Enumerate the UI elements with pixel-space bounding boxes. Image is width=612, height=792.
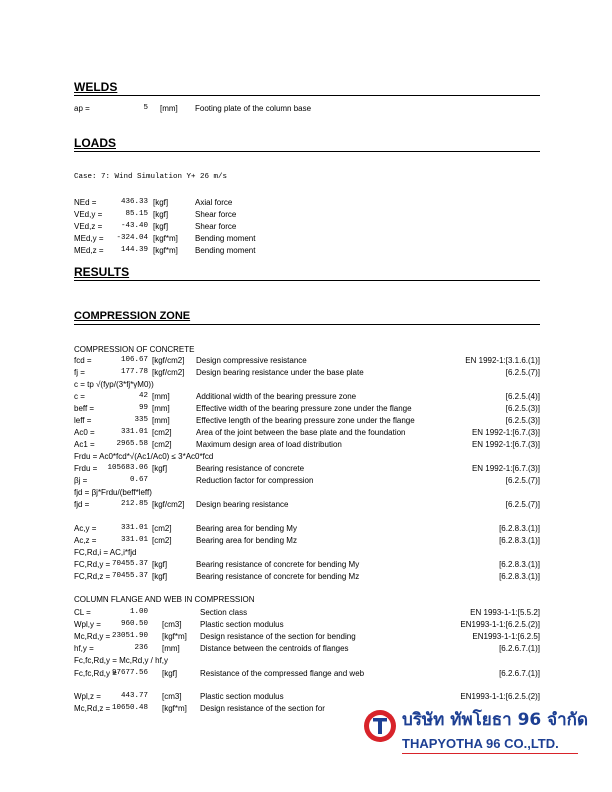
description: Shear force [195, 210, 237, 219]
logo-english-name: THAPYOTHA 96 CO.,LTD. [402, 736, 559, 751]
reference: [6.2.8.3.(1)] [499, 560, 540, 569]
reference: [6.2.6.7.(1)] [499, 669, 540, 678]
unit: [kgf] [153, 198, 169, 207]
label: FC,Rd,z = [74, 572, 111, 581]
description: Design resistance of the section for [200, 704, 325, 713]
description: Axial force [195, 198, 233, 207]
unit: [kgf/cm2] [152, 356, 185, 365]
label: Frdu = [74, 464, 98, 473]
section-title-results: RESULTS [74, 265, 130, 279]
value: 23051.90 [111, 632, 148, 640]
section-title-welds: WELDS [74, 80, 118, 94]
unit: [cm2] [152, 524, 172, 533]
reference: [6.2.6.7.(1)] [499, 644, 540, 653]
value: 335 [134, 416, 148, 424]
label: CL = [74, 608, 91, 617]
value: 236 [134, 644, 148, 652]
description: Bearing resistance of concrete [196, 464, 305, 473]
value: 97677.56 [111, 669, 148, 677]
value: 331.01 [120, 536, 148, 544]
label: beff = [74, 404, 95, 413]
description: Maximum design area of load distribution [196, 440, 342, 449]
reference: EN1993-1-1:[6.2.5.(2)] [460, 692, 540, 701]
reference: EN 1992-1:[3.1.6.(1)] [465, 356, 540, 365]
description: Bearing area for bending Mz [196, 536, 297, 545]
description: Effective width of the bearing pressure zone under the flange [196, 404, 412, 413]
unit: [mm] [152, 392, 170, 401]
value: 106.67 [120, 356, 148, 364]
label: Fc,fc,Rd,y = [74, 669, 117, 678]
reference: [6.2.8.3.(1)] [499, 572, 540, 581]
reference: [6.2.8.3.(1)] [499, 536, 540, 545]
label: FC,Rd,i = AC,i*fjd [74, 548, 137, 557]
label: c = [74, 392, 85, 401]
value: 70455.37 [111, 572, 148, 580]
reference: [6.2.5.(3)] [505, 404, 540, 413]
label: VEd,z = [74, 222, 103, 231]
label: Ac1 = [74, 440, 95, 449]
value: 177.78 [120, 368, 148, 376]
value: 144.39 [120, 246, 148, 254]
reference: [6.2.5.(7)] [505, 500, 540, 509]
unit: [kgf/cm2] [152, 368, 185, 377]
value: 42 [138, 392, 148, 400]
value: 85.15 [125, 210, 148, 218]
unit: [kgf] [152, 560, 168, 569]
subsection-title-concrete: COMPRESSION OF CONCRETE [74, 345, 195, 354]
value: 331.01 [120, 524, 148, 532]
description: Section class [200, 608, 248, 617]
label: MEd,y = [74, 234, 104, 243]
description: Bearing area for bending My [196, 524, 297, 533]
subsection-title-flange: COLUMN FLANGE AND WEB IN COMPRESSION [74, 595, 255, 604]
value: 1.00 [129, 608, 148, 616]
reference: EN 1992-1:[6.7.(3)] [471, 428, 540, 437]
label: c = tp √(fyp/(3*fj*γM0)) [74, 380, 154, 389]
unit: [cm3] [162, 692, 182, 701]
unit: [kgf*m] [162, 632, 187, 641]
label: fj = [74, 368, 85, 377]
description: Plastic section modulus [200, 692, 284, 701]
value: 436.33 [120, 198, 148, 206]
unit: [mm] [162, 644, 180, 653]
company-logo [362, 702, 589, 768]
description: Footing plate of the column base [195, 104, 312, 113]
label: fjd = [74, 500, 90, 509]
reference: EN1993-1-1:[6.2.5.(2)] [460, 620, 540, 629]
label: FC,Rd,y = [74, 560, 111, 569]
value: 105683.06 [107, 464, 148, 472]
unit: [kgf] [153, 222, 169, 231]
section-title-loads: LOADS [74, 136, 116, 150]
label: MEd,z = [74, 246, 104, 255]
value: 70455.37 [111, 560, 148, 568]
label: Ac,z = [74, 536, 97, 545]
description: Distance between the centroids of flanges [200, 644, 349, 653]
unit: [kgf] [152, 572, 168, 581]
unit: [mm] [152, 416, 170, 425]
description: Bending moment [195, 246, 256, 255]
reference: EN 1993-1-1:[5.5.2] [470, 608, 540, 617]
label: fjd = βj*Frdu/(beff*leff) [74, 488, 152, 497]
unit: [kgf/cm2] [152, 500, 185, 509]
divider [74, 324, 540, 325]
unit: [kgf] [153, 210, 169, 219]
unit: [cm2] [152, 536, 172, 545]
unit: [cm2] [152, 428, 172, 437]
description: Additional width of the bearing pressure zone [196, 392, 357, 401]
label: VEd,y = [74, 210, 103, 219]
description: Bearing resistance of concrete for bending Mz [196, 572, 360, 581]
value: 960.50 [120, 620, 148, 628]
value: 2965.58 [116, 440, 148, 448]
value: 10650.48 [111, 704, 148, 712]
label: Fc,fc,Rd,y = Mc,Rd,y / hf,y [74, 656, 169, 665]
value: -43.40 [120, 222, 148, 230]
reference: [6.2.8.3.(1)] [499, 524, 540, 533]
description: Resistance of the compressed flange and web [200, 669, 365, 678]
divider [74, 151, 540, 152]
reference: [6.2.5.(4)] [505, 392, 540, 401]
description: Area of the joint between the base plate and the foundation [196, 428, 406, 437]
label: NEd = [74, 198, 97, 207]
value: -324.04 [116, 234, 148, 242]
description: Plastic section modulus [200, 620, 284, 629]
reference: [6.2.5.(7)] [505, 368, 540, 377]
unit: [mm] [160, 104, 178, 113]
divider [74, 95, 540, 96]
description: Effective length of the bearing pressure zone under the flange [196, 416, 415, 425]
reference: EN 1992-1:[6.7.(3)] [471, 440, 540, 449]
description: Design bearing resistance [196, 500, 289, 509]
label: Mc,Rd,z = [74, 704, 111, 713]
unit: [cm2] [152, 440, 172, 449]
unit: [kgf*m] [153, 234, 178, 243]
unit: [cm3] [162, 620, 182, 629]
description: Design bearing resistance under the base plate [196, 368, 364, 377]
unit: [kgf*m] [162, 704, 187, 713]
label: Frdu = Ac0*fcd*√(Ac1/Ac0) ≤ 3*Ac0*fcd [74, 452, 214, 461]
unit: [kgf] [162, 669, 178, 678]
label: ap = [74, 104, 90, 113]
unit: [kgf*m] [153, 246, 178, 255]
label: hf,y = [74, 644, 94, 653]
reference: [6.2.5.(3)] [505, 416, 540, 425]
label: Wpl,y = [74, 620, 101, 629]
unit: [mm] [152, 404, 170, 413]
description: Bending moment [195, 234, 256, 243]
reference: EN 1992-1:[6.7.(3)] [471, 464, 540, 473]
label: βj = [74, 476, 88, 485]
divider [74, 280, 540, 281]
label: Ac0 = [74, 428, 95, 437]
section-title-compression-zone: COMPRESSION ZONE [74, 310, 191, 322]
logo-underline [402, 753, 578, 754]
label: leff = [74, 416, 92, 425]
logo-thai-name: บริษัท ทัพโยธา 96 จำกัด [402, 710, 589, 730]
reference: EN1993-1-1:[6.2.5] [472, 632, 540, 641]
value: 443.77 [120, 692, 148, 700]
value: 0.67 [129, 476, 148, 484]
load-case: Case: 7: Wind Simulation Y+ 26 m/s [74, 173, 228, 181]
label: Ac,y = [74, 524, 97, 533]
value: 331.01 [120, 428, 148, 436]
label: fcd = [74, 356, 92, 365]
reference: [6.2.5.(7)] [505, 476, 540, 485]
value: 5 [143, 104, 148, 112]
value: 212.85 [120, 500, 148, 508]
description: Design resistance of the section for bending [200, 632, 356, 641]
description: Bearing resistance of concrete for bending My [196, 560, 360, 569]
description: Design compressive resistance [196, 356, 307, 365]
description: Reduction factor for compression [196, 476, 314, 485]
description: Shear force [195, 222, 237, 231]
unit: [kgf] [152, 464, 168, 473]
value: 99 [138, 404, 148, 412]
label: Mc,Rd,y = [74, 632, 111, 641]
label: Wpl,z = [74, 692, 101, 701]
